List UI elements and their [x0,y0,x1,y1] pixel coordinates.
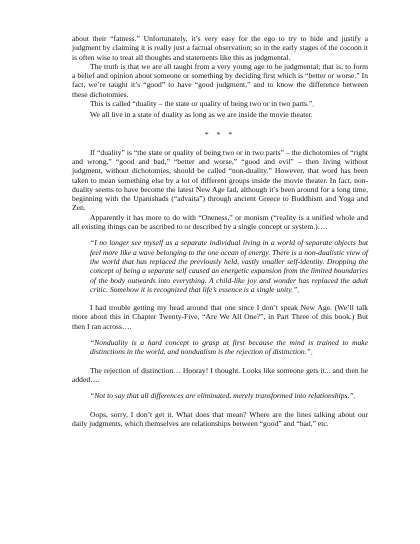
block-quote-nonduality [90,338,368,359]
quote-relationships-text: “Not to say that all differences are eliminated, merely transformed into relationships.” [90,391,354,401]
paragraph-oneness: Apparently it has more to do with “Oneness,” or monism (“reality is a unified whole and all existing things can be ascribed to or described by a single concept or system.)…. [72,212,368,232]
footnote-mark: ₄ [310,351,313,357]
duality-definition-text: This is called “duality – the state or quality of being two or in two parts.” [90,99,313,109]
quote-nonduality-text: “Nonduality is a hard concept to grasp at first because the mind is trained to make distinctions in the world, and nondualism is the rejection of distinction.” [90,338,368,357]
section-separator: * * * [204,129,236,139]
paragraph-oops: Oops, sorry, I don’t get it. What does that mean? Where are the lines talking about our daily judgments, which themselves are relationships between “good” and “bad,” etc. [72,409,368,428]
quote-wave-text: “I no longer see myself as a separate individual living in a world of separate objects but feel more like a wave belonging to the one ocean of energy. There is a non-dualistic view of the world that has replaced the previously held, vastly smaller self-identity. Dropping the concept of being a separate self caused an energetic expansion from the limited boundaries of the body outwards into everything. A child-like joy and wonder has replaced the adult critic. Somehow it is recognized that life’s essence is a single unity.” [90,238,368,294]
block-quote-relationships [90,391,368,402]
footnote-mark: ₅ [353,395,356,401]
paragraph-duality-definition [72,99,368,110]
footnote-mark: ₃ [297,288,300,294]
paragraph-non-duality: If “duality” is “the state or quality of being two or in two parts” – the dichotomies of “right and wrong,” “good and bad,” “better and worse,” “good and evil” – then living without judgment, without dichotomies, should be called “non-duality.” However, that word has been taken to mean something else by a lot of different groups inside the movie theater. In fact, non-duality seems to have become the latest New Age fad, although it’s been around for a long time, beginning with the Upanishads (“advaita”) through ancient Greece to Buddhism and Yoga and Zen. [72,147,368,213]
paragraph-rejection: The rejection of distinction… Hooray! I thought. Looks like someone gets it... and then he added…. [72,365,368,384]
paragraph-fatness: about their “fatness.” Unfortunately, it’s very easy for the ego to try to hide and justify a judgment by claiming it is really just a factual observation; so in the early stages of the cocoon it is often wise to treat all thoughts and statements like this as judgmental. [72,34,368,62]
paragraph-movie-theater: We all live in a state of duality as long as we are inside the movie theater. [90,110,313,120]
paragraph-judgmental: The truth is that we are all taught from a very young age to be judgmental; that is, to form a belief and opinion about someone or something by deciding first which is “better or worse.” In fact, we’re taught it’s “good” to have “good judgment,” and to know the difference between these dichotomies. [72,61,368,99]
footnote-mark: ₂ [312,103,315,109]
block-quote-wave [90,238,368,296]
paragraph-new-age: I had trouble getting my head around that one since I don’t speak New Age. (We’ll talk more about this in Chapter Twenty-Five, “Are We All One?”, in Part Three of this book.) But then I ran across…. [72,303,368,331]
